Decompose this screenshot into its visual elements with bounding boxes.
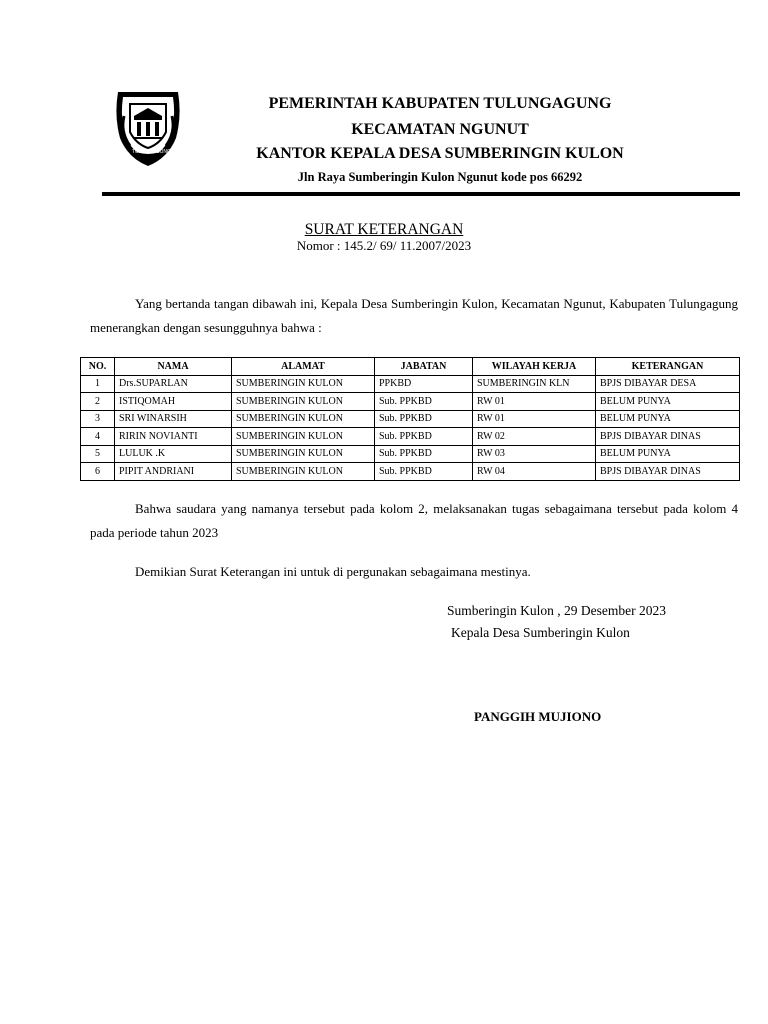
cell-jabatan: Sub. PPKBD bbox=[375, 393, 473, 411]
cell-wilayah: SUMBERINGIN KLN bbox=[473, 375, 596, 393]
cell-alamat: SUMBERINGIN KULON bbox=[232, 445, 375, 463]
header-no: NO. bbox=[81, 358, 115, 376]
cell-alamat: SUMBERINGIN KULON bbox=[232, 410, 375, 428]
closing-paragraph: Demikian Surat Keterangan ini untuk di pergunakan sebagaimana mestinya. bbox=[135, 564, 531, 579]
header-government: PEMERINTAH KABUPATEN TULUNGAGUNG bbox=[268, 95, 612, 112]
header-address: Jln Raya Sumberingin Kulon Ngunut kode pos 66292 bbox=[297, 170, 583, 184]
table-row bbox=[81, 410, 740, 428]
cell-jabatan: PPKBD bbox=[375, 375, 473, 393]
table-row bbox=[81, 445, 740, 463]
signatory-name: PANGGIH MUJIONO bbox=[474, 709, 602, 724]
letter-title: SURAT KETERANGAN bbox=[304, 221, 464, 238]
cell-wilayah: RW 01 bbox=[473, 393, 596, 411]
cell-wilayah: RW 01 bbox=[473, 410, 596, 428]
cell-no: 3 bbox=[81, 410, 115, 428]
cell-no: 2 bbox=[81, 393, 115, 411]
cell-no: 1 bbox=[81, 375, 115, 393]
cell-keterangan: BPJS DIBAYAR DINAS bbox=[596, 463, 740, 481]
table-row bbox=[81, 428, 740, 446]
cell-nama: RIRIN NOVIANTI bbox=[115, 428, 232, 446]
header-nama: NAMA bbox=[115, 358, 232, 376]
letter-number: Nomor : 145.2/ 69/ 11.2007/2023 bbox=[296, 238, 472, 253]
cell-alamat: SUMBERINGIN KULON bbox=[232, 463, 375, 481]
header-divider bbox=[102, 192, 740, 196]
table-header-row bbox=[81, 358, 740, 376]
cell-wilayah: RW 03 bbox=[473, 445, 596, 463]
signature-place-date: Sumberingin Kulon , 29 Desember 2023 bbox=[447, 603, 666, 618]
cell-no: 6 bbox=[81, 463, 115, 481]
header-village-office: KANTOR KEPALA DESA SUMBERINGIN KULON bbox=[256, 145, 624, 162]
cell-wilayah: RW 02 bbox=[473, 428, 596, 446]
table-row bbox=[81, 393, 740, 411]
body-paragraph: Bahwa saudara yang namanya tersebut pada kolom 2, melaksanakan tugas sebagaimana tersebut pada kolom 4 pada periode tahun 2023 bbox=[90, 501, 738, 540]
cell-keterangan: BPJS DIBAYAR DINAS bbox=[596, 428, 740, 446]
cell-alamat: SUMBERINGIN KULON bbox=[232, 428, 375, 446]
header-district: KECAMATAN NGUNUT bbox=[351, 121, 529, 138]
cell-no: 5 bbox=[81, 445, 115, 463]
header-wilayah-kerja: WILAYAH KERJA bbox=[473, 358, 596, 376]
table-row bbox=[81, 463, 740, 481]
personnel-table bbox=[80, 357, 740, 481]
table-row bbox=[81, 375, 740, 393]
header-jabatan: JABATAN bbox=[375, 358, 473, 376]
cell-no: 4 bbox=[81, 428, 115, 446]
cell-nama: LULUK .K bbox=[115, 445, 232, 463]
emblem-text: TULUNGAGUNG bbox=[132, 149, 171, 155]
cell-keterangan: BELUM PUNYA bbox=[596, 410, 740, 428]
cell-wilayah: RW 04 bbox=[473, 463, 596, 481]
cell-jabatan: Sub. PPKBD bbox=[375, 445, 473, 463]
header-alamat: ALAMAT bbox=[232, 358, 375, 376]
cell-alamat: SUMBERINGIN KULON bbox=[232, 393, 375, 411]
signature-position: Kepala Desa Sumberingin Kulon bbox=[451, 625, 630, 640]
cell-jabatan: Sub. PPKBD bbox=[375, 463, 473, 481]
cell-alamat: SUMBERINGIN KULON bbox=[232, 375, 375, 393]
cell-keterangan: BPJS DIBAYAR DESA bbox=[596, 375, 740, 393]
cell-nama: ISTIQOMAH bbox=[115, 393, 232, 411]
cell-jabatan: Sub. PPKBD bbox=[375, 410, 473, 428]
header-keterangan: KETERANGAN bbox=[596, 358, 740, 376]
cell-nama: SRI WINARSIH bbox=[115, 410, 232, 428]
cell-keterangan: BELUM PUNYA bbox=[596, 393, 740, 411]
regency-emblem-logo bbox=[110, 86, 186, 170]
intro-paragraph: Yang bertanda tangan dibawah ini, Kepala Desa Sumberingin Kulon, Kecamatan Ngunut, Kabupaten Tulungagung menerangkan dengan sesungguhnya bahwa : bbox=[90, 296, 738, 335]
cell-nama: Drs.SUPARLAN bbox=[115, 375, 232, 393]
cell-nama: PIPIT ANDRIANI bbox=[115, 463, 232, 481]
cell-jabatan: Sub. PPKBD bbox=[375, 428, 473, 446]
cell-keterangan: BELUM PUNYA bbox=[596, 445, 740, 463]
